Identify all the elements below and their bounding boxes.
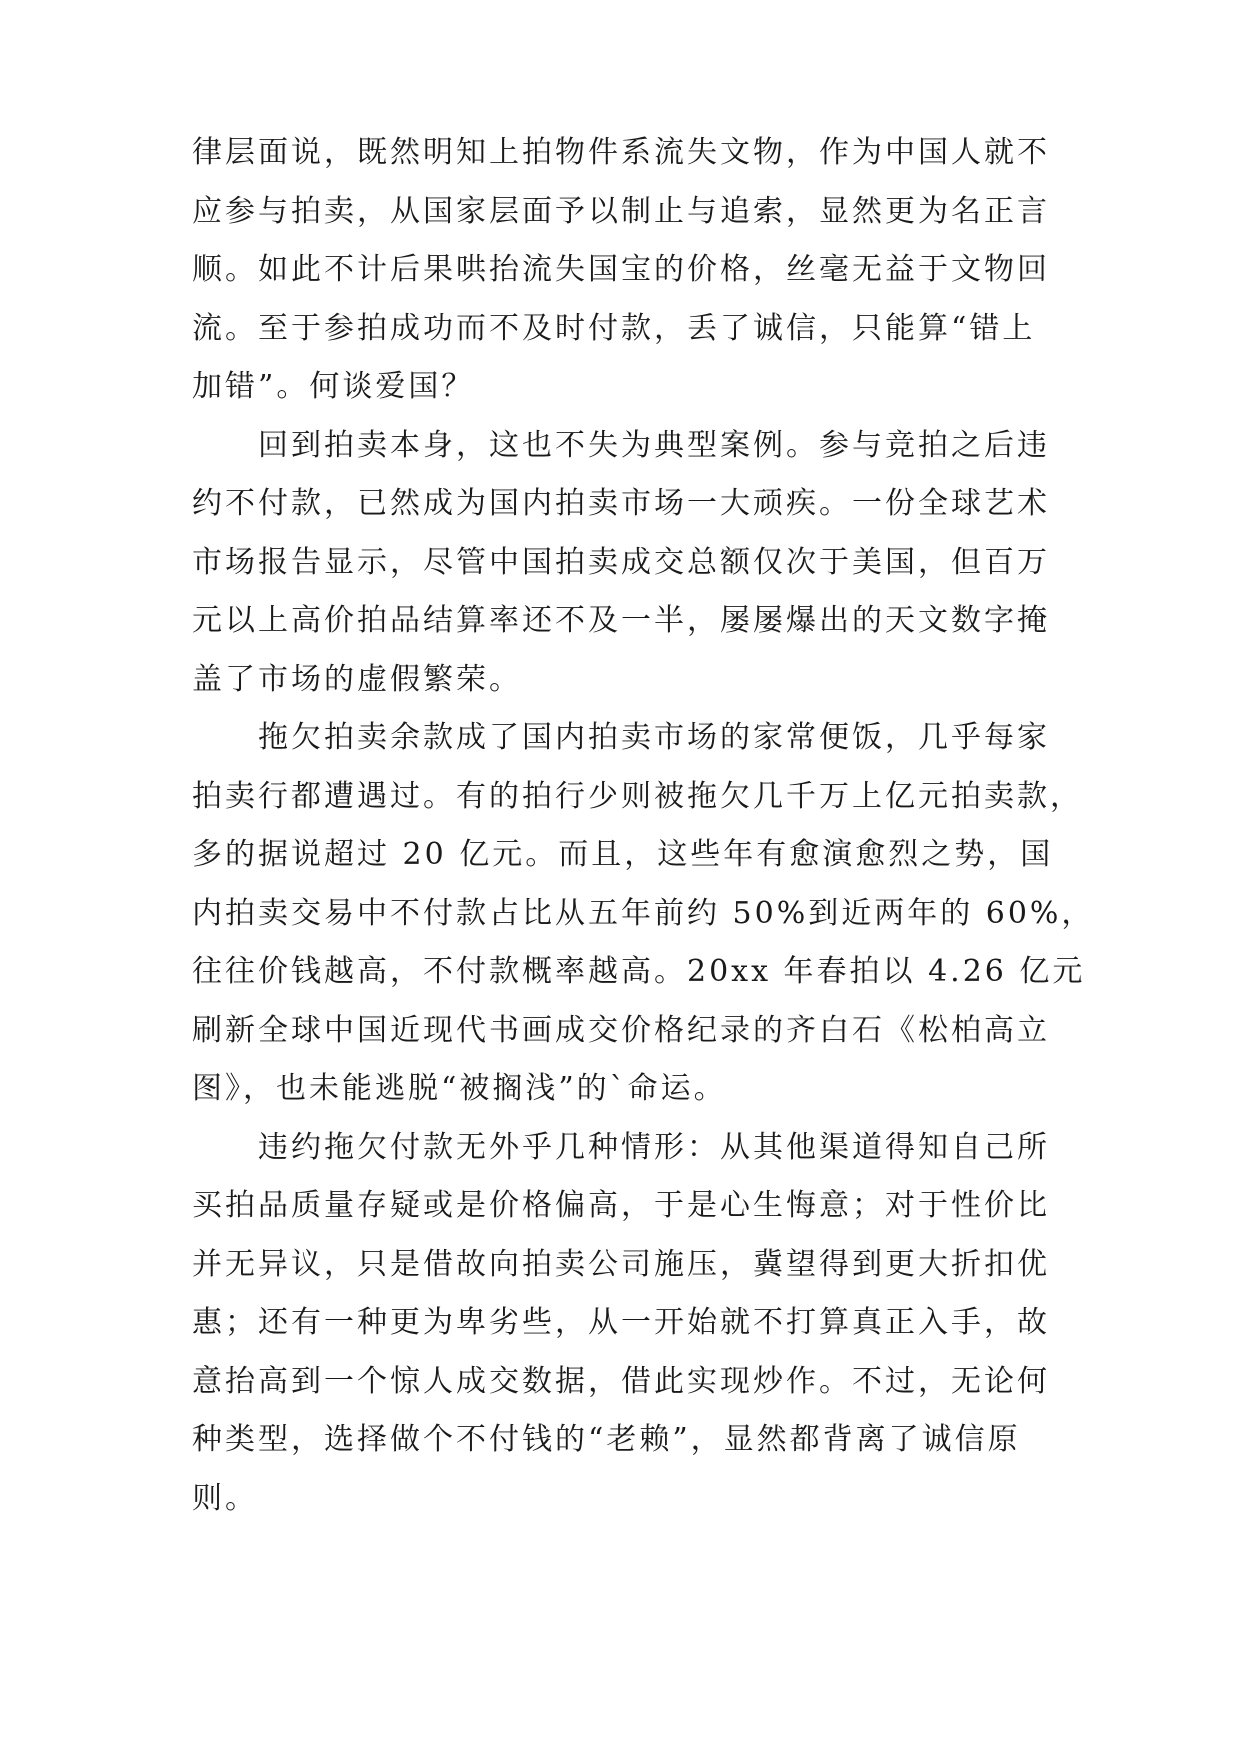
paragraph-first-line: 回到拍卖本身，这也不失为典型案例。参与竞拍之后违 <box>258 427 1050 463</box>
text-line: 约不付款，已然成为国内拍卖市场一大顽疾。一份全球艺术 <box>192 486 1050 521</box>
text-line: 往往价钱越高，不付款概率越高。20xx 年春拍以 4.26 亿元 <box>192 954 1086 989</box>
text-line: 加错”。何谈爱国？ <box>192 369 475 404</box>
article-body <box>192 124 1095 1528</box>
text-line: 刷新全球中国近现代书画成交价格纪录的齐白石《松柏高立 <box>192 1012 1050 1048</box>
text-line: 惠；还有一种更为卑劣些，从一开始就不打算真正入手，故 <box>192 1305 1050 1340</box>
text-line: 律层面说，既然明知上拍物件系流失文物，作为中国人就不 <box>192 135 1050 170</box>
text-line: 则。 <box>192 1480 258 1516</box>
text-line: 种类型，选择做个不付钱的“老赖”，显然都背离了诚信原 <box>192 1422 1021 1457</box>
text-line: 流。至于参拍成功而不及时付款，丢了诚信，只能算“错上 <box>192 310 1036 346</box>
paragraph-first-line: 违约拖欠付款无外乎几种情形：从其他渠道得知自己所 <box>258 1129 1050 1165</box>
text-line: 内拍卖交易中不付款占比从五年前约 50%到近两年的 60%， <box>192 895 1095 931</box>
text-line: 并无异议，只是借故向拍卖公司施压，冀望得到更大折扣优 <box>192 1246 1050 1282</box>
text-line: 多的据说超过 20 亿元。而且，这些年有愈演愈烈之势，国 <box>192 837 1054 872</box>
text-line: 顺。如此不计后果哄抬流失国宝的价格，丝毫无益于文物回 <box>192 252 1050 287</box>
text-line: 市场报告显示，尽管中国拍卖成交总额仅次于美国，但百万 <box>192 544 1050 580</box>
paragraph-first-line: 拖欠拍卖余款成了国内拍卖市场的家常便饭，几乎每家 <box>258 720 1050 755</box>
text-line: 盖了市场的虚假繁荣。 <box>192 661 522 697</box>
text-line: 图》，也未能逃脱“被搁浅”的`命运。 <box>192 1071 727 1106</box>
text-line: 买拍品质量存疑或是价格偏高，于是心生悔意；对于性价比 <box>192 1188 1050 1223</box>
text-line: 元以上高价拍品结算率还不及一半，屡屡爆出的天文数字掩 <box>192 603 1050 638</box>
text-line: 意抬高到一个惊人成交数据，借此实现炒作。不过，无论何 <box>192 1363 1050 1399</box>
text-line: 应参与拍卖，从国家层面予以制止与追索，显然更为名正言 <box>192 193 1050 229</box>
text-line: 拍卖行都遭遇过。有的拍行少则被拖欠几千万上亿元拍卖款， <box>192 778 1083 814</box>
